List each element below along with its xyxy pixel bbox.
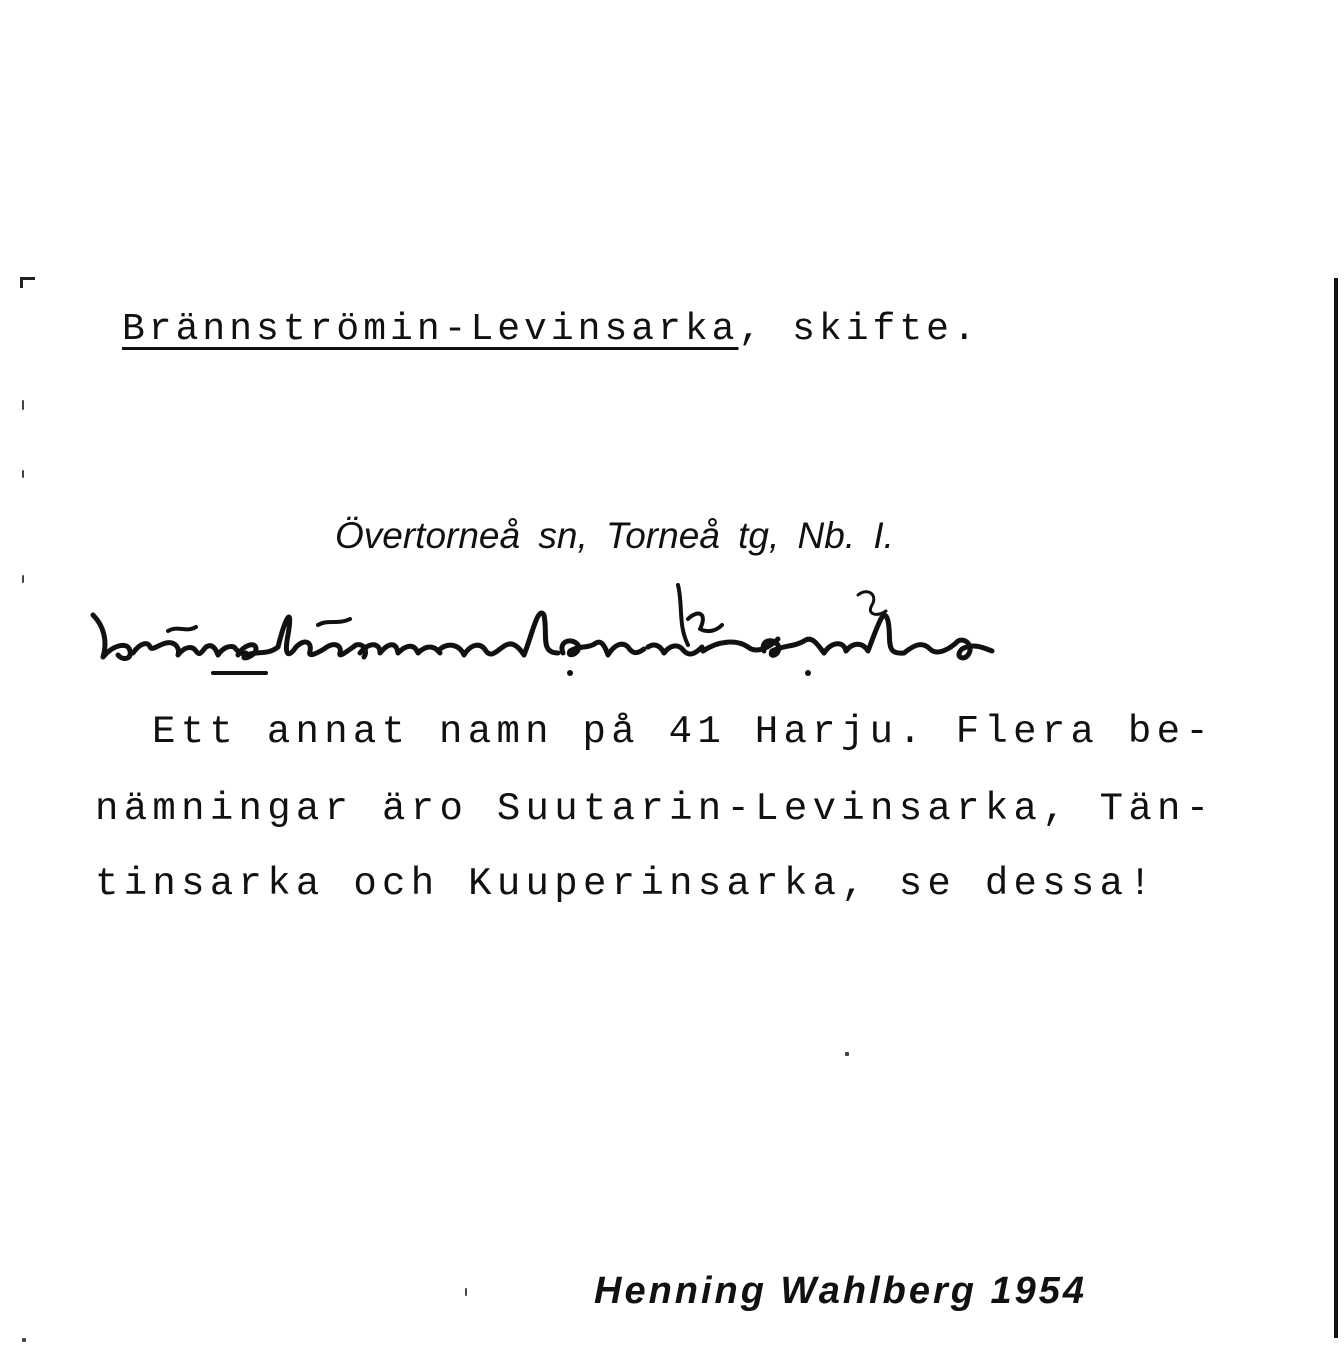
speck <box>22 400 24 410</box>
body-line-1: Ett annat namn på 41 Harju. Flera be- <box>152 710 1215 754</box>
location-line: Övertorneå sn, Torneå tg, Nb. I. <box>335 515 894 556</box>
card-edge-line <box>1334 278 1338 1338</box>
corner-mark <box>20 277 35 288</box>
title-suffix: , skifte. <box>738 308 980 351</box>
speck <box>845 1052 849 1056</box>
author-signature: Henning Wahlberg 1954 <box>594 1270 1088 1312</box>
card-title <box>122 308 980 351</box>
title-place-name: Brännströmin-Levinsarka <box>122 308 739 351</box>
body-line-3: tinsarka och Kuuperinsarka, se dessa! <box>95 862 1158 906</box>
speck <box>465 1288 467 1296</box>
speck <box>22 470 24 478</box>
speck <box>22 575 24 583</box>
speck <box>22 1338 26 1342</box>
body-line-2: nämningar äro Suutarin-Levinsarka, Tän- <box>95 787 1215 831</box>
handwritten-note <box>88 575 1088 695</box>
